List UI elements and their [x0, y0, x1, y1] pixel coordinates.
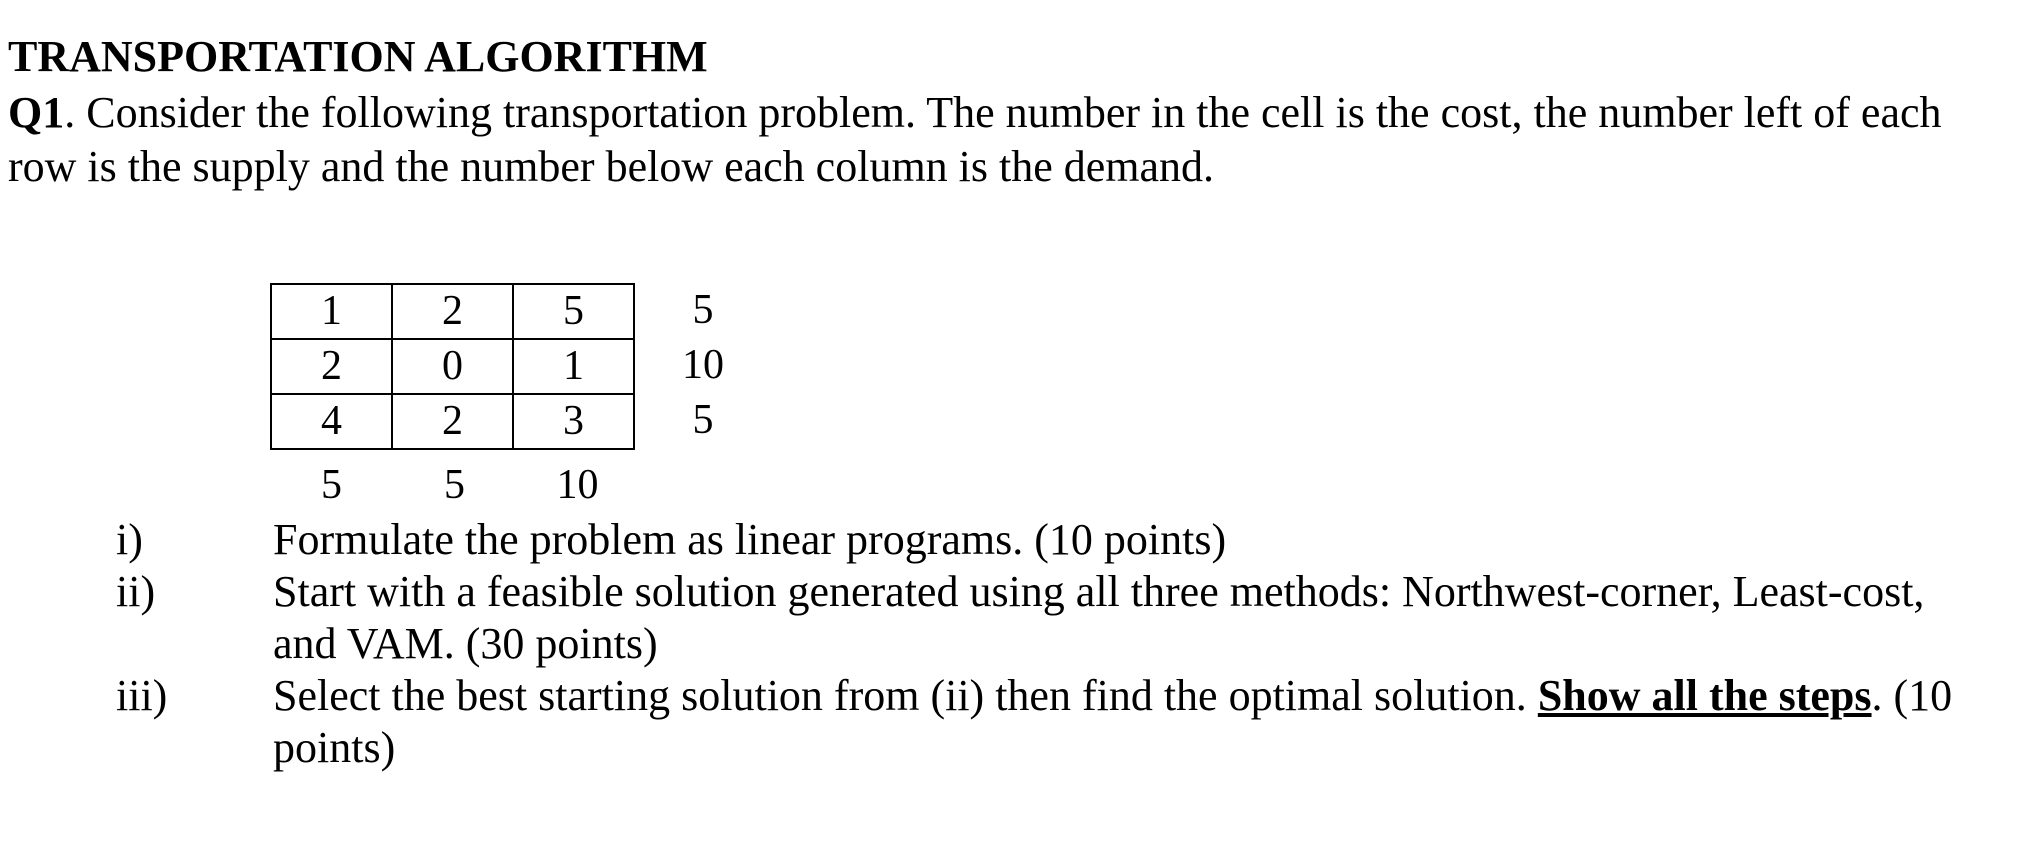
item-number: i) [116, 515, 143, 564]
list-item [0, 670, 2020, 774]
emphasis-text: Show all the steps [1537, 671, 1872, 720]
demand-row [270, 460, 639, 510]
table-row [271, 339, 634, 394]
item-text [273, 670, 1973, 774]
item-number: iii) [116, 671, 168, 720]
item-text-part: . (10 points) [273, 671, 1953, 772]
supply-value: 10 [682, 342, 724, 388]
demand-value: 5 [321, 462, 342, 508]
question-intro [8, 86, 2008, 194]
cost-cell: 2 [271, 339, 392, 394]
task-list [0, 514, 2020, 774]
item-text: Formulate the problem as linear programs. (10 points) [273, 515, 1227, 564]
table-row [271, 394, 634, 449]
item-text: Start with a feasible solution generated using all three methods: Northwest-corner, Least-cost, and VAM. (30 points) [273, 567, 1925, 668]
cost-cell: 2 [392, 394, 513, 449]
list-item [0, 514, 2020, 566]
cost-table [270, 283, 635, 450]
supply-value: 5 [692, 397, 714, 443]
cost-cell: 5 [513, 284, 634, 339]
cost-cell: 1 [513, 339, 634, 394]
list-item [0, 566, 2020, 670]
cost-cell: 0 [392, 339, 513, 394]
cost-cell: 2 [392, 284, 513, 339]
page-heading: TRANSPORTATION ALGORITHM [8, 32, 708, 81]
cost-cell: 1 [271, 284, 392, 339]
item-number: ii) [116, 567, 156, 616]
cost-cell: 3 [513, 394, 634, 449]
cost-cell: 4 [271, 394, 392, 449]
supply-column [668, 283, 738, 448]
table-row [271, 284, 634, 339]
question-text: . Consider the following transportation problem. The number in the cell is the cost, the number left of each row is the supply and the number below each column is the demand. [8, 88, 1942, 191]
demand-value: 5 [444, 462, 465, 508]
question-number: Q1 [8, 88, 65, 137]
item-text-part: Select the best starting solution from (ii) then find the optimal solution. [273, 671, 1538, 720]
demand-value: 10 [556, 462, 599, 508]
supply-value: 5 [692, 287, 714, 333]
